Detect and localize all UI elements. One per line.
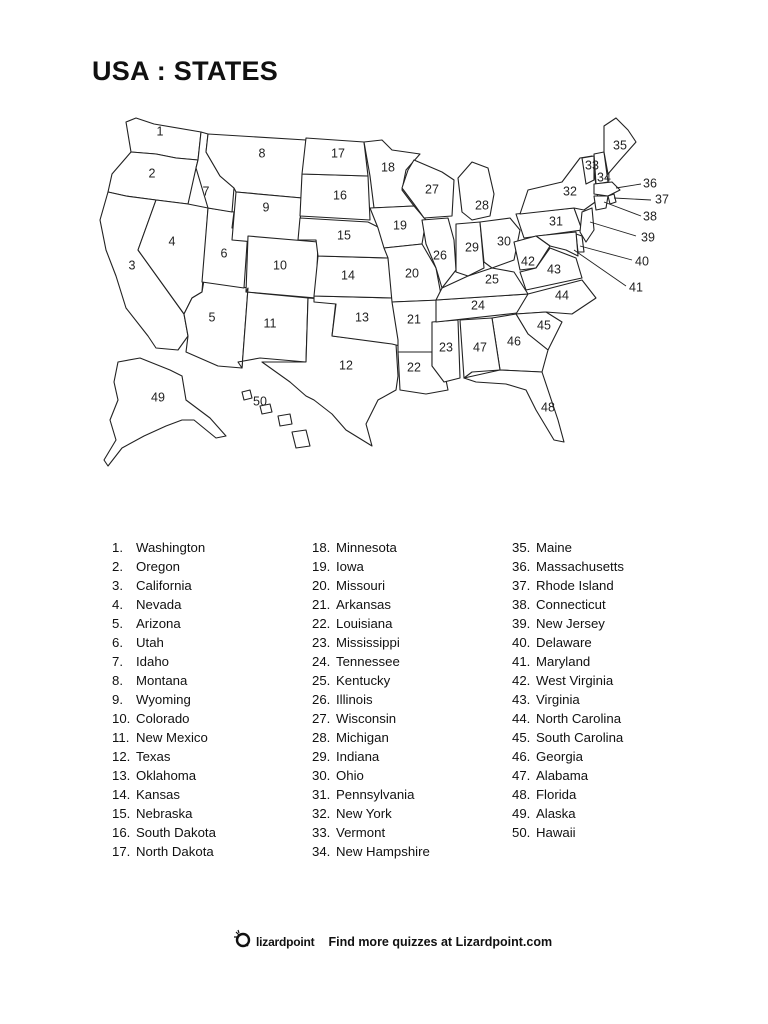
legend-name: Washington bbox=[136, 540, 206, 555]
legend-item bbox=[512, 823, 712, 842]
legend-name: Alaska bbox=[536, 806, 576, 821]
legend-item bbox=[312, 614, 512, 633]
legend-name: Maine bbox=[536, 540, 572, 555]
legend-number: 7. bbox=[112, 654, 123, 669]
legend-item bbox=[312, 690, 512, 709]
map-label: 24 bbox=[471, 298, 485, 313]
legend-number: 19. bbox=[312, 559, 331, 574]
map-label: 16 bbox=[333, 188, 347, 203]
legend-number: 35. bbox=[512, 540, 531, 555]
legend-number: 26. bbox=[312, 692, 331, 707]
legend-item bbox=[112, 595, 312, 614]
legend-number: 23. bbox=[312, 635, 331, 650]
map-label: 8 bbox=[258, 146, 266, 161]
legend-number: 18. bbox=[312, 540, 331, 555]
legend-number: 27. bbox=[312, 711, 331, 726]
legend-item bbox=[312, 728, 512, 747]
legend-number: 20. bbox=[312, 578, 331, 593]
legend-item bbox=[112, 785, 312, 804]
legend-item bbox=[312, 557, 512, 576]
legend-name: Connecticut bbox=[536, 597, 606, 612]
map-label: 9 bbox=[262, 200, 270, 215]
legend-name: Montana bbox=[136, 673, 188, 688]
legend-name: Delaware bbox=[536, 635, 592, 650]
legend-number: 25. bbox=[312, 673, 331, 688]
legend-item bbox=[512, 614, 712, 633]
map-label: 44 bbox=[555, 288, 569, 303]
map-label: 40 bbox=[635, 254, 649, 269]
map-label: 14 bbox=[341, 268, 355, 283]
legend-number: 33. bbox=[312, 825, 331, 840]
legend-number: 46. bbox=[512, 749, 531, 764]
map-label: 39 bbox=[641, 230, 655, 245]
legend-number: 48. bbox=[512, 787, 531, 802]
legend-name: Idaho bbox=[136, 654, 170, 669]
legend-item bbox=[112, 842, 312, 861]
legend-number: 5. bbox=[112, 616, 123, 631]
map-label: 22 bbox=[407, 360, 421, 375]
legend-name: Kentucky bbox=[336, 673, 391, 688]
state-shape-50d bbox=[292, 430, 310, 448]
legend-item bbox=[112, 804, 312, 823]
legend-name: New Hampshire bbox=[336, 844, 430, 859]
legend-name: New York bbox=[336, 806, 392, 821]
map-label: 30 bbox=[497, 234, 511, 249]
legend-item bbox=[112, 671, 312, 690]
map-label: 36 bbox=[643, 176, 657, 191]
legend-item bbox=[512, 728, 712, 747]
legend-name: Pennsylvania bbox=[336, 787, 415, 802]
legend-name: Utah bbox=[136, 635, 164, 650]
legend-number: 39. bbox=[512, 616, 531, 631]
legend-number: 28. bbox=[312, 730, 331, 745]
map-label: 3 bbox=[128, 258, 136, 273]
legend-name: Indiana bbox=[336, 749, 380, 764]
map-label: 50 bbox=[253, 394, 267, 409]
legend-name: North Dakota bbox=[136, 844, 214, 859]
legend-number: 38. bbox=[512, 597, 531, 612]
legend-item bbox=[112, 747, 312, 766]
legend-name: Minnesota bbox=[336, 540, 397, 555]
page-title: USA : STATES bbox=[92, 56, 279, 86]
legend-name: New Mexico bbox=[136, 730, 208, 745]
legend-item bbox=[512, 557, 712, 576]
legend-item bbox=[512, 538, 712, 557]
legend-name: Vermont bbox=[336, 825, 386, 840]
legend-name: Oklahoma bbox=[136, 768, 197, 783]
legend-number: 16. bbox=[112, 825, 131, 840]
map-label: 33 bbox=[585, 158, 599, 173]
legend-item bbox=[112, 576, 312, 595]
state-legend bbox=[112, 538, 712, 861]
legend-number: 9. bbox=[112, 692, 123, 707]
map-label: 18 bbox=[381, 160, 395, 175]
legend-item bbox=[512, 595, 712, 614]
legend-item bbox=[312, 595, 512, 614]
map-label: 27 bbox=[425, 182, 439, 197]
legend-number: 36. bbox=[512, 559, 531, 574]
legend-item bbox=[112, 557, 312, 576]
map-label: 26 bbox=[433, 248, 447, 263]
legend-number: 30. bbox=[312, 768, 331, 783]
legend-item bbox=[512, 671, 712, 690]
map-label: 20 bbox=[405, 266, 419, 281]
legend-number: 32. bbox=[312, 806, 331, 821]
map-label: 1 bbox=[156, 124, 164, 139]
legend-item bbox=[112, 709, 312, 728]
legend-name: Nevada bbox=[136, 597, 182, 612]
legend-item bbox=[112, 690, 312, 709]
map-label: 35 bbox=[613, 138, 627, 153]
legend-item bbox=[512, 766, 712, 785]
map-label: 42 bbox=[521, 254, 535, 269]
legend-name: South Dakota bbox=[136, 825, 216, 840]
footer-link[interactable]: Find more quizzes at Lizardpoint.com bbox=[328, 934, 553, 949]
usa-states-map bbox=[96, 100, 676, 490]
legend-item bbox=[312, 804, 512, 823]
legend-name: Georgia bbox=[536, 749, 583, 764]
map-label: 21 bbox=[407, 312, 421, 327]
map-label: 23 bbox=[439, 340, 453, 355]
legend-name: Missouri bbox=[336, 578, 386, 593]
legend-number: 43. bbox=[512, 692, 531, 707]
state-shape-50c bbox=[278, 414, 292, 426]
legend-item bbox=[312, 747, 512, 766]
legend-number: 40. bbox=[512, 635, 531, 650]
legend-item bbox=[512, 652, 712, 671]
legend-name: Texas bbox=[136, 749, 171, 764]
legend-column-1 bbox=[112, 538, 312, 861]
legend-name: Arizona bbox=[136, 616, 181, 631]
legend-number: 4. bbox=[112, 597, 123, 612]
legend-name: North Carolina bbox=[536, 711, 622, 726]
legend-item bbox=[112, 538, 312, 557]
map-svg bbox=[96, 100, 676, 490]
legend-number: 13. bbox=[112, 768, 131, 783]
legend-name: Mississippi bbox=[336, 635, 400, 650]
legend-name: Alabama bbox=[536, 768, 589, 783]
legend-item bbox=[512, 576, 712, 595]
map-label: 32 bbox=[563, 184, 577, 199]
legend-number: 37. bbox=[512, 578, 531, 593]
legend-item bbox=[312, 766, 512, 785]
legend-name: Maryland bbox=[536, 654, 591, 669]
legend-number: 47. bbox=[512, 768, 531, 783]
legend-number: 21. bbox=[312, 597, 331, 612]
legend-name: Ohio bbox=[336, 768, 364, 783]
map-label: 49 bbox=[151, 390, 165, 405]
legend-item bbox=[312, 709, 512, 728]
legend-number: 29. bbox=[312, 749, 331, 764]
map-label: 31 bbox=[549, 214, 563, 229]
legend-number: 45. bbox=[512, 730, 531, 745]
map-label: 29 bbox=[465, 240, 479, 255]
map-label: 46 bbox=[507, 334, 521, 349]
legend-number: 1. bbox=[112, 540, 123, 555]
legend-number: 41. bbox=[512, 654, 531, 669]
legend-number: 14. bbox=[112, 787, 131, 802]
map-label: 48 bbox=[541, 400, 555, 415]
legend-number: 2. bbox=[112, 559, 123, 574]
legend-number: 22. bbox=[312, 616, 331, 631]
state-shape-49 bbox=[104, 358, 226, 466]
map-label: 41 bbox=[629, 280, 643, 295]
legend-number: 24. bbox=[312, 654, 331, 669]
legend-number: 50. bbox=[512, 825, 531, 840]
legend-name: Iowa bbox=[336, 559, 364, 574]
legend-item bbox=[112, 823, 312, 842]
map-label: 43 bbox=[547, 262, 561, 277]
legend-item bbox=[512, 709, 712, 728]
legend-item bbox=[312, 842, 512, 861]
legend-item bbox=[112, 652, 312, 671]
map-label: 25 bbox=[485, 272, 499, 287]
legend-name: Michigan bbox=[336, 730, 389, 745]
legend-item bbox=[112, 614, 312, 633]
legend-item bbox=[312, 671, 512, 690]
legend-name: Wisconsin bbox=[336, 711, 397, 726]
legend-name: Oregon bbox=[136, 559, 180, 574]
legend-number: 3. bbox=[112, 578, 123, 593]
map-label: 5 bbox=[208, 310, 216, 325]
legend-name: Hawaii bbox=[536, 825, 576, 840]
legend-name: Rhode Island bbox=[536, 578, 614, 593]
legend-name: Kansas bbox=[136, 787, 180, 802]
legend-number: 11. bbox=[112, 730, 130, 745]
legend-item bbox=[112, 766, 312, 785]
legend-item bbox=[312, 576, 512, 595]
legend-name: California bbox=[136, 578, 192, 593]
map-label: 38 bbox=[643, 209, 657, 224]
legend-name: Wyoming bbox=[136, 692, 191, 707]
legend-number: 12. bbox=[112, 749, 131, 764]
state-shape-37 bbox=[608, 194, 616, 204]
legend-number: 10. bbox=[112, 711, 131, 726]
map-label: 13 bbox=[355, 310, 369, 325]
legend-name: New Jersey bbox=[536, 616, 605, 631]
legend-item bbox=[312, 785, 512, 804]
legend-name: Virginia bbox=[536, 692, 580, 707]
legend-column-3 bbox=[512, 538, 712, 861]
legend-name: Florida bbox=[536, 787, 577, 802]
map-label: 17 bbox=[331, 146, 345, 161]
legend-number: 49. bbox=[512, 806, 531, 821]
legend-name: Massachusetts bbox=[536, 559, 624, 574]
legend-item bbox=[512, 747, 712, 766]
legend-item bbox=[512, 633, 712, 652]
map-label: 37 bbox=[655, 192, 669, 207]
map-label: 11 bbox=[263, 316, 277, 331]
map-label: 15 bbox=[337, 228, 351, 243]
lizard-icon bbox=[232, 928, 254, 955]
legend-number: 8. bbox=[112, 673, 123, 688]
legend-name: Tennessee bbox=[336, 654, 400, 669]
map-label: 6 bbox=[220, 246, 228, 261]
legend-number: 17. bbox=[112, 844, 131, 859]
map-label: 10 bbox=[273, 258, 287, 273]
map-label: 28 bbox=[475, 198, 489, 213]
logo-text: lizardpoint bbox=[256, 934, 315, 949]
legend-item bbox=[312, 538, 512, 557]
legend-name: Illinois bbox=[336, 692, 373, 707]
legend-column-2 bbox=[312, 538, 512, 861]
map-label: 45 bbox=[537, 318, 551, 333]
map-label: 47 bbox=[473, 340, 487, 355]
map-label: 12 bbox=[339, 358, 353, 373]
legend-number: 31. bbox=[312, 787, 331, 802]
legend-item bbox=[512, 785, 712, 804]
map-label: 4 bbox=[168, 234, 176, 249]
legend-item bbox=[312, 823, 512, 842]
legend-number: 42. bbox=[512, 673, 531, 688]
lizardpoint-logo[interactable] bbox=[232, 928, 314, 955]
legend-name: Louisiana bbox=[336, 616, 393, 631]
legend-number: 6. bbox=[112, 635, 123, 650]
footer bbox=[232, 928, 552, 955]
legend-name: Nebraska bbox=[136, 806, 193, 821]
legend-name: South Carolina bbox=[536, 730, 624, 745]
legend-name: West Virginia bbox=[536, 673, 614, 688]
legend-name: Arkansas bbox=[336, 597, 391, 612]
legend-item bbox=[312, 652, 512, 671]
legend-item bbox=[112, 633, 312, 652]
legend-number: 34. bbox=[312, 844, 331, 859]
map-label: 2 bbox=[148, 166, 156, 181]
legend-item bbox=[112, 728, 312, 747]
state-shape-50a bbox=[242, 390, 252, 400]
legend-name: Colorado bbox=[136, 711, 190, 726]
legend-item bbox=[512, 804, 712, 823]
legend-item bbox=[512, 690, 712, 709]
map-label: 19 bbox=[393, 218, 407, 233]
legend-number: 44. bbox=[512, 711, 531, 726]
legend-item bbox=[312, 633, 512, 652]
map-label: 34 bbox=[597, 170, 611, 185]
map-label: 7 bbox=[202, 184, 210, 199]
legend-number: 15. bbox=[112, 806, 131, 821]
